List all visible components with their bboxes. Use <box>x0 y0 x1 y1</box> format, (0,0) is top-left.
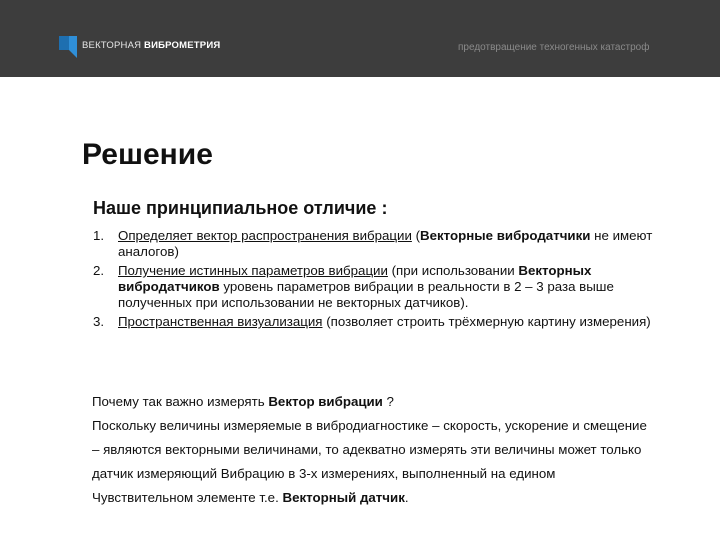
header-bar <box>0 0 720 77</box>
list-item-number: 3. <box>93 314 105 329</box>
list-item-emphasis: Векторные вибродатчики <box>420 228 591 243</box>
list-item: 1. Определяет вектор распространения вибрации (Векторные вибродатчики не имеют аналогов) <box>93 228 653 259</box>
slide-subtitle: Наше принципиальное отличие : <box>93 198 388 218</box>
list-item-number: 1. <box>93 228 105 243</box>
list-item: 3. Пространственная визуализация (позволяет строить трёхмерную картину измерения) <box>93 314 651 329</box>
advantages-list <box>93 228 653 333</box>
header-tagline: предотвращение техногенных катастроф <box>458 42 650 53</box>
list-item: 2. Получение истинных параметров вибрации (при использовании Векторных вибродатчиков уровень параметров вибрации в реальности в 2 – 3 раза выше полученных при использовании не векторных датчиков). <box>93 263 614 310</box>
list-item-number: 2. <box>93 263 105 278</box>
logo-text: ВЕКТОРНАЯ ВИБРОМЕТРИЯ <box>82 40 221 51</box>
list-item-emphasis: Векторных вибродатчиков <box>118 263 592 294</box>
list-item-heading: Получение истинных параметров вибрации <box>118 263 388 278</box>
list-item-heading: Определяет вектор распространения вибрации <box>118 228 412 243</box>
slide-title: Решение <box>82 138 213 171</box>
emphasis-vector-vibration: Вектор вибрации <box>268 394 383 409</box>
list-item-heading: Пространственная визуализация <box>118 314 323 329</box>
logo-icon <box>59 36 77 58</box>
explanation-paragraph: Почему так важно измерять Вектор вибрации ? Поскольку величины измеряемые в вибродиагностике – скорость, ускорение и смещение – являются векторными величинами, то адекватно измерять эти величины может только датчик измеряющий Вибрацию в 3-х измерениях, выполненный на едином Чувствительном элементе т.е. Векторный датчик. <box>92 394 647 505</box>
emphasis-vector-sensor: Векторный датчик <box>282 490 405 505</box>
